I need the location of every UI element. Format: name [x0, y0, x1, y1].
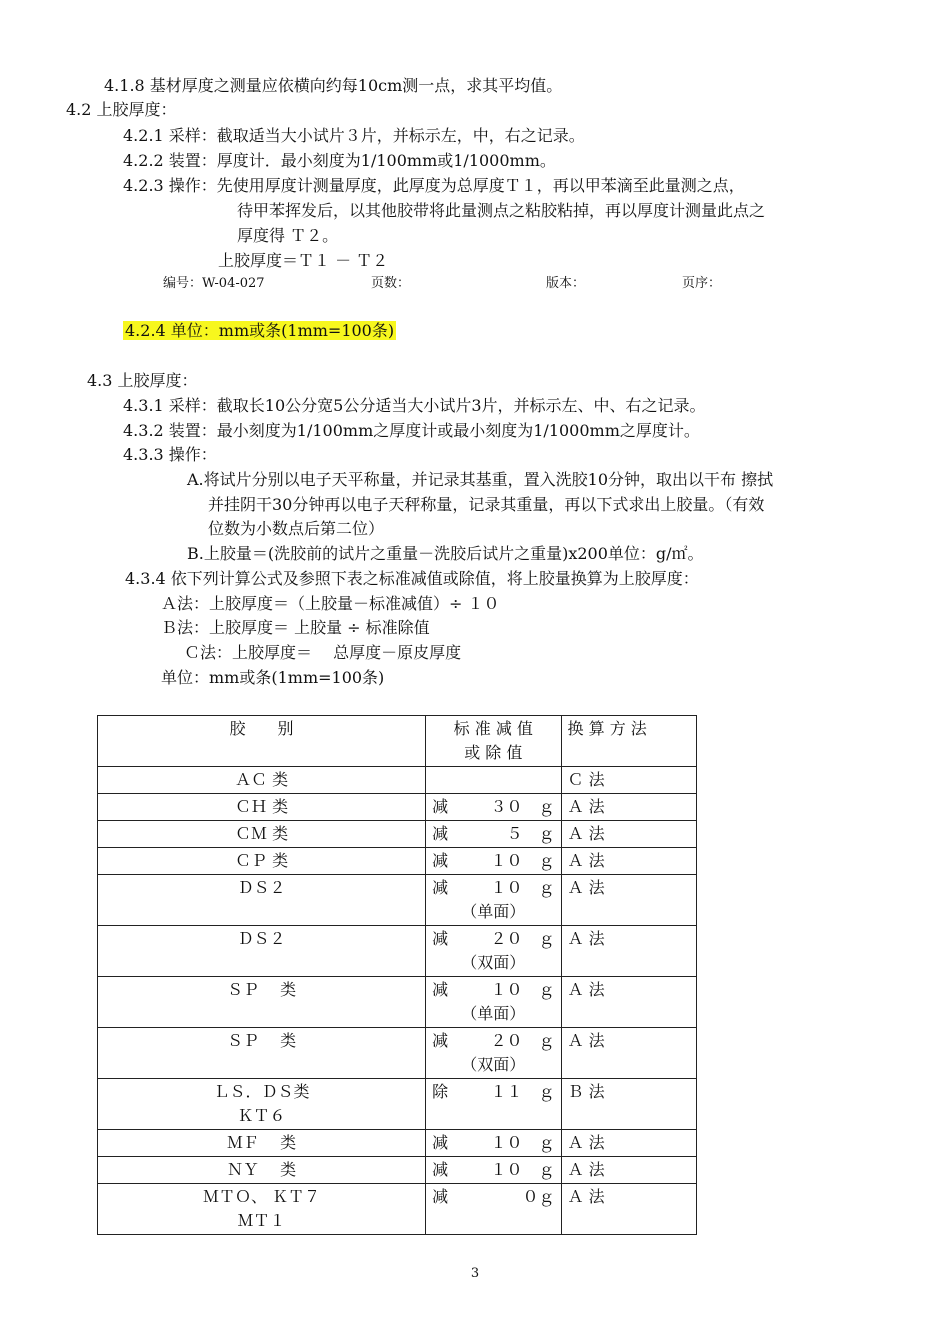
value-amount: ０ｇ	[522, 1187, 555, 1206]
glue-type-name: ＡＣ 类	[235, 770, 289, 789]
glue-type-name: ＤＳ２	[237, 929, 286, 948]
table-header-row	[98, 716, 697, 767]
table-row	[98, 1157, 697, 1184]
value-operation: 减	[432, 1031, 449, 1050]
glue-type-cell	[98, 977, 426, 1028]
glue-type-cell	[98, 1157, 426, 1184]
value-operation: 除	[432, 1082, 449, 1101]
table-row	[98, 1184, 697, 1235]
conversion-method-cell: Ａ 法	[561, 1157, 696, 1184]
conversion-method-cell: Ａ 法	[561, 1184, 696, 1235]
value-amount: ５ ｇ	[506, 824, 555, 843]
conversion-method-cell: Ａ 法	[561, 848, 696, 875]
glue-type-name-line2: ＫＴ６	[237, 1106, 286, 1125]
step-a-line2: 并挂阴干30分钟再以电子天秤称量，记录其重量，再以下式求出上胶量。（有效	[208, 495, 765, 514]
standard-value	[432, 978, 554, 1002]
value-side-note: （双面）	[461, 1055, 526, 1074]
standard-value	[432, 876, 554, 900]
glue-type-name: ＳＰ 类	[227, 980, 297, 999]
clause-4-3-1: 4.3.1 采样：截取长10公分宽5公分适当大小试片3片，并标示左、中、右之记录。	[123, 396, 706, 415]
glue-type-name: ＤＳ２	[237, 878, 286, 897]
standard-value	[432, 1029, 554, 1053]
value-operation: 减	[432, 929, 449, 948]
glue-type-cell	[98, 1079, 426, 1130]
step-b: B.上胶量＝(洗胶前的试片之重量－洗胶后试片之重量)x200单位：g/㎡。	[187, 544, 704, 563]
glue-type-cell	[98, 821, 426, 848]
conversion-method-cell: Ａ 法	[561, 926, 696, 977]
value-operation: 减	[432, 1133, 449, 1152]
header-standard-value-line2: 或 除 值	[464, 743, 523, 762]
clause-4-2-3-line2: 待甲苯挥发后，以其他胶带将此量测点之粘胶粘掉，再以厚度计测量此点之	[237, 201, 766, 220]
section-4-2-heading: 4.2 上胶厚度：	[66, 100, 177, 119]
conversion-method-cell: Ａ 法	[561, 875, 696, 926]
clause-4-3-3: 4.3.3 操作：	[123, 445, 217, 464]
standard-value	[432, 849, 554, 873]
clause-4-1-8: 4.1.8 基材厚度之测量应依横向约每10cm测一点，求其平均值。	[104, 76, 563, 95]
table-row	[98, 821, 697, 848]
glue-type-cell	[98, 767, 426, 794]
value-operation: 减	[432, 878, 449, 897]
standard-value	[432, 1131, 554, 1155]
header-standard-value-line1: 标 准 减 值	[453, 719, 533, 738]
glue-type-cell	[98, 1184, 426, 1235]
glue-type-name: ＣＨ 类	[235, 797, 289, 816]
value-amount: ３０ ｇ	[490, 797, 555, 816]
value-amount: １０ ｇ	[490, 1160, 555, 1179]
method-b: Ｂ法：上胶厚度＝ 上胶量 ÷ 标准除值	[161, 618, 430, 637]
conversion-method-cell: Ａ 法	[561, 821, 696, 848]
clause-4-2-3-line1: 4.2.3 操作：先使用厚度计测量厚度，此厚度为总厚度Ｔ１，再以甲苯滴至此量测之点，	[123, 176, 745, 195]
glue-type-name: ＭＦ 类	[227, 1133, 297, 1152]
method-a: Ａ法：上胶厚度＝（上胶量－标准减值）÷ １０	[161, 594, 500, 613]
standard-value	[432, 822, 554, 846]
section-4-3-heading: 4.3 上胶厚度：	[87, 371, 198, 390]
standard-value-cell	[426, 1184, 561, 1235]
conversion-method-cell: Ａ 法	[561, 1130, 696, 1157]
footer-page-order: 页序：	[682, 276, 722, 291]
glue-type-name: ＮＹ 类	[227, 1160, 297, 1179]
standard-value-cell	[426, 1079, 561, 1130]
glue-type-name-line2: ＭＴ１	[237, 1211, 286, 1230]
footer-pages: 页数：	[371, 276, 411, 291]
standard-value-cell	[426, 1130, 561, 1157]
clause-4-3-2: 4.3.2 装置：最小刻度为1/100mm之厚度计或最小刻度为1/1000mm之厚度计。	[123, 421, 700, 440]
footer-version: 版本：	[546, 276, 586, 291]
header-glue-type: 胶 别	[98, 716, 426, 767]
standard-value	[432, 795, 554, 819]
glue-type-cell	[98, 1130, 426, 1157]
method-c: Ｃ法：上胶厚度＝ 总厚度－原皮厚度	[184, 643, 462, 662]
table-row	[98, 1028, 697, 1079]
standard-value-cell	[426, 977, 561, 1028]
value-amount: １０ ｇ	[490, 1133, 555, 1152]
step-a-line1: A.将试片分别以电子天平称量，并记录其基重，置入洗胶10分钟，取出以干布 擦拭	[187, 470, 774, 489]
glue-type-cell	[98, 926, 426, 977]
standard-value-cell	[426, 848, 561, 875]
table-row	[98, 1079, 697, 1130]
standard-value	[432, 1185, 554, 1209]
glue-conversion-table	[97, 715, 697, 1235]
table-row	[98, 1130, 697, 1157]
value-operation: 减	[432, 851, 449, 870]
value-operation: 减	[432, 980, 449, 999]
clause-4-3-4: 4.3.4 依下列计算公式及参照下表之标准减值或除值，将上胶量换算为上胶厚度：	[125, 569, 699, 588]
standard-value	[432, 1080, 554, 1104]
value-amount: １１ ｇ	[490, 1082, 555, 1101]
standard-value	[432, 1158, 554, 1182]
value-side-note: （单面）	[461, 1004, 526, 1023]
conversion-method-cell: Ａ 法	[561, 1028, 696, 1079]
step-a-line3: 位数为小数点后第二位）	[208, 519, 385, 538]
glue-type-name: ＭＴＯ、 ＫＴ７	[203, 1187, 321, 1206]
clause-4-2-1: 4.2.1 采样：截取适当大小试片３片，并标示左，中，右之记录。	[123, 126, 585, 145]
table-row	[98, 848, 697, 875]
thickness-formula: 上胶厚度＝Ｔ１ － Ｔ２	[218, 251, 389, 270]
conversion-method-cell: Ｂ 法	[561, 1079, 696, 1130]
header-conversion-method: 换 算 方 法	[561, 716, 696, 767]
table-row	[98, 875, 697, 926]
standard-value-cell	[426, 875, 561, 926]
standard-value	[432, 927, 554, 951]
value-operation: 减	[432, 824, 449, 843]
footer-doc-code: 编号：W-04-027	[163, 276, 265, 291]
table-row	[98, 926, 697, 977]
standard-value-cell	[426, 767, 561, 794]
standard-value-cell	[426, 794, 561, 821]
unit-note: 单位：mm或条(1mm=100条)	[161, 668, 385, 687]
value-side-note: （双面）	[461, 953, 526, 972]
glue-type-cell	[98, 1028, 426, 1079]
value-operation: 减	[432, 1160, 449, 1179]
value-amount: １０ ｇ	[490, 980, 555, 999]
highlighted-unit: 4.2.4 单位：mm或条(1mm=100条)	[125, 321, 395, 340]
glue-type-name: ＣＭ 类	[235, 824, 289, 843]
conversion-method-cell: Ｃ 法	[561, 767, 696, 794]
value-amount: １０ ｇ	[490, 851, 555, 870]
standard-value-cell	[426, 821, 561, 848]
standard-value-cell	[426, 926, 561, 977]
value-amount: ２０ ｇ	[490, 1031, 555, 1050]
glue-type-cell	[98, 848, 426, 875]
glue-type-name: ＬＳ．ＤＳ类	[213, 1082, 310, 1101]
page-number: 3	[470, 1266, 480, 1281]
clause-4-2-4	[123, 320, 396, 342]
standard-value-cell	[426, 1157, 561, 1184]
header-standard-value	[426, 716, 561, 767]
standard-value-cell	[426, 1028, 561, 1079]
table-row	[98, 977, 697, 1028]
glue-type-name: ＣＰ 类	[235, 851, 289, 870]
clause-4-2-3-line3: 厚度得 Ｔ２。	[237, 226, 339, 245]
glue-type-name: ＳＰ 类	[227, 1031, 297, 1050]
value-operation: 减	[432, 797, 449, 816]
glue-type-cell	[98, 875, 426, 926]
value-amount: ２０ ｇ	[490, 929, 555, 948]
table-row	[98, 767, 697, 794]
glue-type-cell	[98, 794, 426, 821]
clause-4-2-2: 4.2.2 装置：厚度计．最小刻度为1/100mm或1/1000mm。	[123, 151, 556, 170]
table-row	[98, 794, 697, 821]
conversion-method-cell: Ａ 法	[561, 794, 696, 821]
value-amount: １０ ｇ	[490, 878, 555, 897]
value-operation: 减	[432, 1187, 449, 1206]
conversion-method-cell: Ａ 法	[561, 977, 696, 1028]
value-side-note: （单面）	[461, 902, 526, 921]
